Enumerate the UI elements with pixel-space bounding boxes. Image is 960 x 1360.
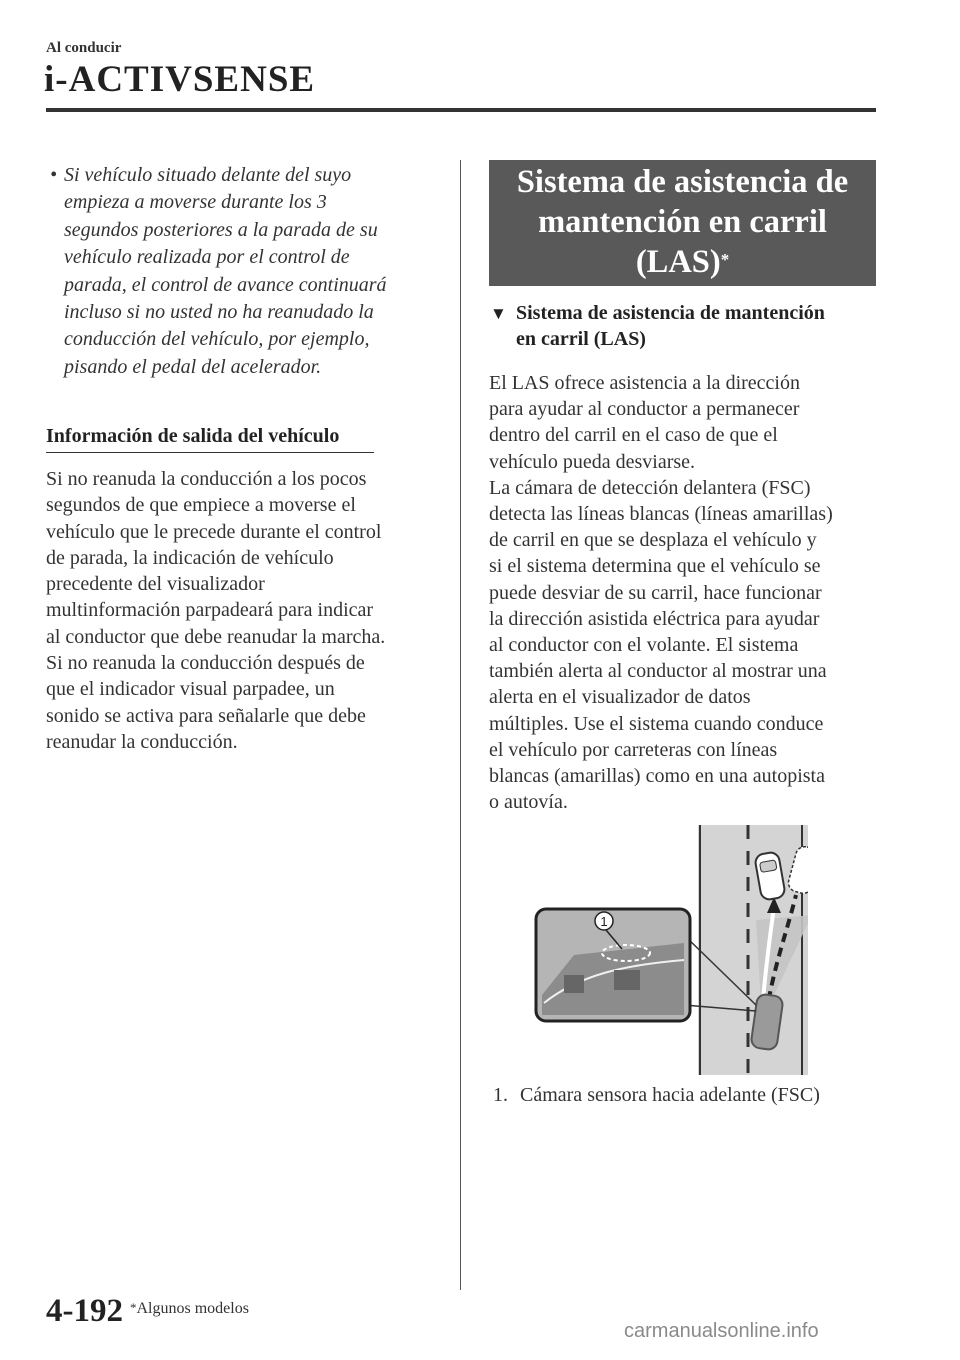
watermark: carmanualsonline.info — [624, 1320, 819, 1342]
body-line: segundos de que empiece a moverse el — [46, 494, 356, 517]
body-line: la dirección asistida eléctrica para ayudar — [489, 607, 820, 630]
body-line: vehículo que le precede durante el control — [46, 520, 382, 543]
footnote-text: Algunos modelos — [136, 1300, 249, 1317]
body-line: La cámara de detección delantera (FSC) — [489, 476, 811, 499]
title-line-las: (LAS) — [635, 244, 721, 280]
column-divider — [460, 160, 461, 1290]
bullet-text — [64, 162, 450, 381]
section-title-box — [489, 160, 876, 286]
bullet-note — [50, 162, 450, 381]
caption-number: 1. — [493, 1084, 508, 1106]
bullet-line: empieza a moverse durante los 3 — [64, 191, 327, 214]
chapter-title: i-ACTIVSENSE — [44, 59, 316, 100]
body-line: múltiples. Use el sistema cuando conduce — [489, 712, 824, 735]
title-line — [489, 242, 876, 282]
bullet-line: parada, el control de avance continuará — [64, 273, 387, 296]
body-line: de parada, la indicación de vehículo — [46, 546, 334, 569]
body-line: El LAS ofrece asistencia a la dirección — [489, 372, 800, 394]
header-rule — [46, 108, 876, 112]
item-heading — [490, 300, 880, 352]
bullet-line: segundos posteriores a la parada de su — [64, 218, 378, 241]
section-label: Al conducir — [46, 40, 122, 56]
body-line: sonido se activa para señalarle que debe — [46, 704, 366, 727]
body-line: precedente del visualizador — [46, 573, 265, 596]
item-heading-line: en carril (LAS) — [516, 328, 646, 350]
page-number: 4-192 — [46, 1293, 123, 1329]
right-body-text — [489, 370, 889, 815]
bullet-line: pisando el pedal del acelerador. — [64, 355, 322, 378]
bullet-line: vehículo realizada por el control de — [64, 246, 350, 269]
body-line: reanudar la conducción. — [46, 730, 238, 753]
footnote — [130, 1300, 249, 1318]
subheading: Información de salida del vehículo — [46, 425, 340, 447]
body-line: al conductor que debe reanudar la marcha. — [46, 625, 386, 648]
lane-keep-illustration — [534, 825, 808, 1075]
subheading-underline — [46, 452, 374, 453]
item-heading-line: Sistema de asistencia de mantención — [516, 302, 825, 324]
body-line: multinformación parpadeará para indicar — [46, 599, 374, 622]
body-line: puede desviar de su carril, hace funcionar — [489, 581, 822, 604]
title-star: * — [720, 250, 730, 269]
bullet-line: incluso si no usted no ha reanudado la — [64, 301, 374, 324]
body-line: Si no reanuda la conducción a los pocos — [46, 468, 367, 490]
figure-caption — [493, 1084, 820, 1107]
body-line: si el sistema determina que el vehículo se — [489, 555, 821, 578]
callout-number: 1 — [600, 914, 608, 929]
body-line: Si no reanuda la conducción después de — [46, 652, 365, 675]
footnote-star: * — [130, 1300, 137, 1315]
body-line: también alerta al conductor al mostrar una — [489, 660, 827, 683]
bullet-dot: • — [50, 164, 58, 186]
left-body-text — [46, 466, 456, 755]
body-line: blancas (amarillas) como en una autopista — [489, 765, 825, 788]
body-line: vehículo pueda desviarse. — [489, 450, 696, 473]
title-line: mantención en carril — [538, 204, 827, 240]
body-line: para ayudar al conductor a permanecer — [489, 398, 800, 421]
bullet-line: conducción del vehículo, por ejemplo, — [64, 328, 370, 351]
body-line: el vehículo por carreteras con líneas — [489, 738, 778, 761]
windshield-inset — [536, 909, 690, 1021]
body-line: dentro del carril en el caso de que el — [489, 424, 778, 447]
body-line: de carril en que se desplaza el vehículo y — [489, 529, 817, 552]
caption-text: Cámara sensora hacia adelante (FSC) — [520, 1084, 820, 1106]
body-line: o autovía. — [489, 791, 568, 814]
triangle-marker-icon: ▼ — [490, 304, 507, 323]
bullet-line: Si vehículo situado delante del suyo — [64, 164, 352, 186]
body-line: al conductor con el volante. El sistema — [489, 634, 799, 657]
body-line: detecta las líneas blancas (líneas amarillas) — [489, 503, 833, 526]
body-line: alerta en el visualizador de datos — [489, 686, 751, 709]
body-line: que el indicador visual parpadee, un — [46, 678, 335, 701]
title-line: Sistema de asistencia de — [516, 164, 849, 200]
